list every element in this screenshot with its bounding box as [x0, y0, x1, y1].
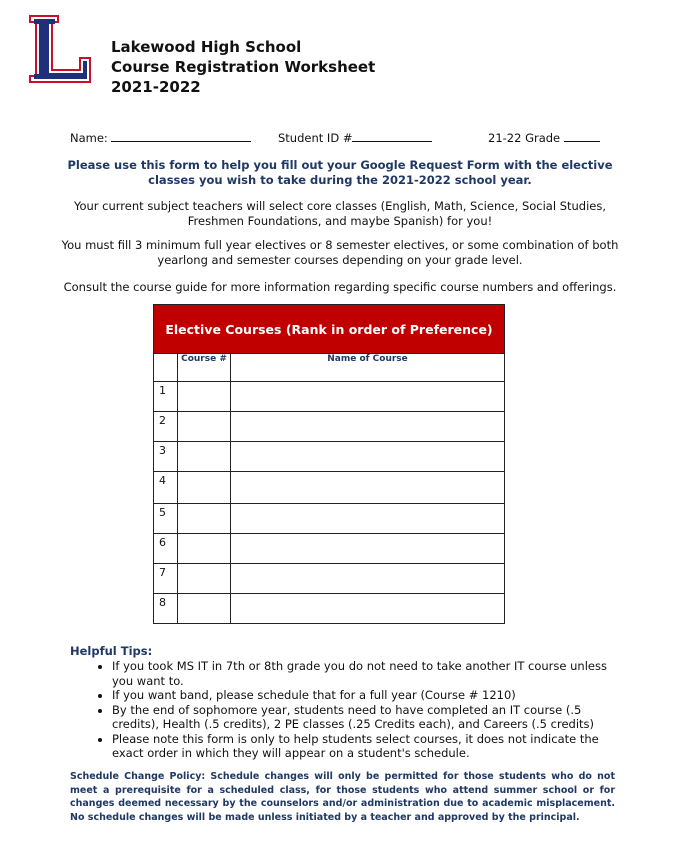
instruction-core-classes: Your current subject teachers will select core classes (English, Math, Science, Social Studies, Freshmen Foundations, and maybe Spanish) for you! [73, 199, 607, 228]
instruction-course-guide: Consult the course guide for more information regarding specific course numbers and offerings. [63, 280, 617, 294]
course-name-cell[interactable] [231, 412, 505, 442]
student-id-label: Student ID # [278, 131, 353, 145]
course-number-cell[interactable] [178, 442, 231, 472]
rank-number: 3 [154, 442, 178, 472]
helpful-tips [70, 644, 622, 761]
tips-heading: Helpful Tips: [70, 644, 153, 658]
table-row [154, 412, 505, 442]
table-row [154, 594, 505, 624]
tip-item: • If you took MS IT in 7th or 8th grade you do not need to take another IT course unless you want to. [112, 659, 622, 688]
elective-courses-table [153, 304, 505, 624]
rank-number: 6 [154, 534, 178, 564]
name-field[interactable] [70, 130, 251, 145]
table-row [154, 534, 505, 564]
table-row [154, 382, 505, 412]
tip-item: • By the end of sophomore year, students need to have completed an IT course (.5 credits), Health (.5 credits), 2 PE classes (.25 Credits each), and Careers (.5 credits) [112, 703, 622, 732]
course-number-cell[interactable] [178, 504, 231, 534]
grade-blank[interactable] [564, 130, 600, 142]
course-number-cell[interactable] [178, 534, 231, 564]
instruction-electives: You must fill 3 minimum full year electives or 8 semester electives, or some combination of both yearlong and semester courses depending on your grade level. [61, 238, 619, 267]
grade-field[interactable] [488, 130, 600, 145]
instruction-google-form: Please use this form to help you fill out your Google Request Form with the elective classes you wish to take during the 2021-2022 school year. [67, 158, 613, 187]
course-name-header: Name of Course [231, 354, 505, 382]
course-name-cell[interactable] [231, 382, 505, 412]
name-label: Name: [70, 131, 108, 145]
student-id-blank[interactable] [352, 130, 432, 142]
table-row [154, 564, 505, 594]
course-number-cell[interactable] [178, 382, 231, 412]
rank-number: 2 [154, 412, 178, 442]
rank-number: 4 [154, 472, 178, 504]
course-number-header: Course # [178, 354, 231, 382]
rank-number: 7 [154, 564, 178, 594]
tip-item: • Please note this form is only to help students select courses, it does not indicate the exact order in which they will appear on a student's schedule. [112, 732, 622, 761]
rank-header [154, 354, 178, 382]
course-name-cell[interactable] [231, 534, 505, 564]
table-row [154, 504, 505, 534]
school-logo-l-icon [28, 14, 94, 84]
rank-number: 8 [154, 594, 178, 624]
course-number-cell[interactable] [178, 412, 231, 442]
tips-list [70, 659, 622, 761]
document-title: Course Registration Worksheet [111, 58, 376, 76]
name-blank[interactable] [111, 130, 251, 142]
course-name-cell[interactable] [231, 504, 505, 534]
table-row [154, 472, 505, 504]
table-row [154, 442, 505, 472]
school-year: 2021-2022 [111, 78, 201, 96]
rank-number: 1 [154, 382, 178, 412]
course-number-cell[interactable] [178, 472, 231, 504]
schedule-change-policy: Schedule Change Policy: Schedule changes will only be permitted for those students who do not meet a prerequisite for a scheduled class, for those students who attend summer school or for changes deemed necessary by the counselors and/or administration due to academic misplacement. No schedule changes will be made unless initiated by a teacher and approved by the principal. [70, 771, 615, 823]
tip-item: • If you want band, please schedule that for a full year (Course # 1210) [112, 688, 622, 703]
course-number-cell[interactable] [178, 564, 231, 594]
course-number-cell[interactable] [178, 594, 231, 624]
table-title: Elective Courses (Rank in order of Preference) [154, 305, 505, 354]
course-name-cell[interactable] [231, 472, 505, 504]
student-id-field[interactable] [278, 130, 432, 145]
school-name: Lakewood High School [111, 38, 302, 56]
course-name-cell[interactable] [231, 594, 505, 624]
course-name-cell[interactable] [231, 564, 505, 594]
grade-label: 21-22 Grade [488, 131, 561, 145]
school-heading [111, 37, 375, 97]
rank-number: 5 [154, 504, 178, 534]
course-name-cell[interactable] [231, 442, 505, 472]
